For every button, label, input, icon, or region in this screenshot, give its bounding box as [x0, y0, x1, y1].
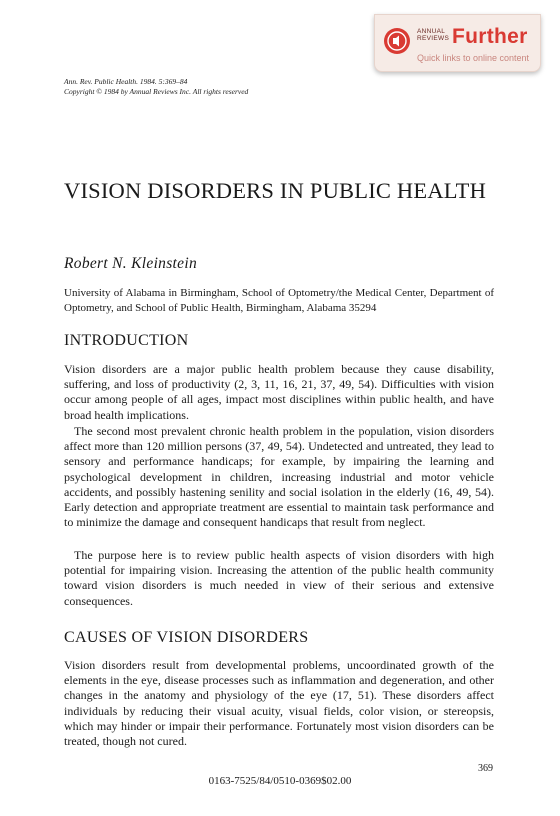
banner-publisher-label: ANNUAL REVIEWS — [417, 28, 450, 42]
section-heading-introduction: INTRODUCTION — [64, 332, 189, 349]
further-speaker-icon — [384, 28, 410, 54]
intro-paragraph-3: The purpose here is to review public health aspects of vision disorders with high potential for impairing vision. Increasing the attention of the public health community toward vision disorders is much needed in view of their serious and extensive consequences. — [64, 548, 494, 608]
journal-citation — [64, 77, 248, 97]
citation-line-2: Copyright © 1984 by Annual Reviews Inc. All rights reserved — [64, 87, 249, 96]
annual-reviews-further-banner[interactable] — [374, 14, 541, 72]
intro-paragraph-1: Vision disorders are a major public health problem because they cause disability, suffering, and loss of productivity (2, 3, 11, 16, 21, 37, 49, 54). Difficulties with vision occur among people of all ages, impact most disciplines within public health, and have broad health implications. — [64, 362, 494, 422]
banner-brand: Further — [452, 25, 528, 48]
author-name: Robert N. Kleinstein — [64, 255, 198, 272]
section-heading-causes: CAUSES OF VISION DISORDERS — [64, 629, 309, 646]
banner-tagline: Quick links to online content — [417, 53, 530, 63]
article-title: VISION DISORDERS IN PUBLIC HEALTH — [64, 178, 487, 203]
page-number: 369 — [478, 763, 493, 774]
citation-line-1: Ann. Rev. Public Health. 1984. 5:369–84 — [64, 77, 188, 86]
issn-code: 0163-7525/84/0510-0369$02.00 — [208, 775, 352, 787]
intro-paragraph-2: The second most prevalent chronic health problem in the population, vision disorders affect more than 120 million persons (37, 49, 54). Undetected and untreated, they lead to sensory and performance handicaps; for example, by impairing the learning and psychological development in children, increasing industrial and motor vehicle accidents, and possibly hastening senility and social isolation in the elderly (16, 49, 54). Early detection and appropriate treatment are essential to maintain task performance and to minimize the damage and consequent handicaps that result from neglect. — [64, 424, 494, 530]
author-affiliation: University of Alabama in Birmingham, School of Optometry/the Medical Center, Department of Optometry, and School of Public Health, Birmingham, Alabama 35294 — [64, 287, 494, 314]
causes-paragraph-1: Vision disorders result from developmental problems, uncoordinated growth of the elements in the eye, disease processes such as inflammation and degeneration, and other changes in the anatomy and physiology of the eye (17, 51). These disorders affect individuals by reducing their visual acuity, visual fields, color vision, or stereopsis, which may hinder or impair their performance. Fortunately most vision disorders can be treated, though not cured. — [64, 658, 494, 749]
